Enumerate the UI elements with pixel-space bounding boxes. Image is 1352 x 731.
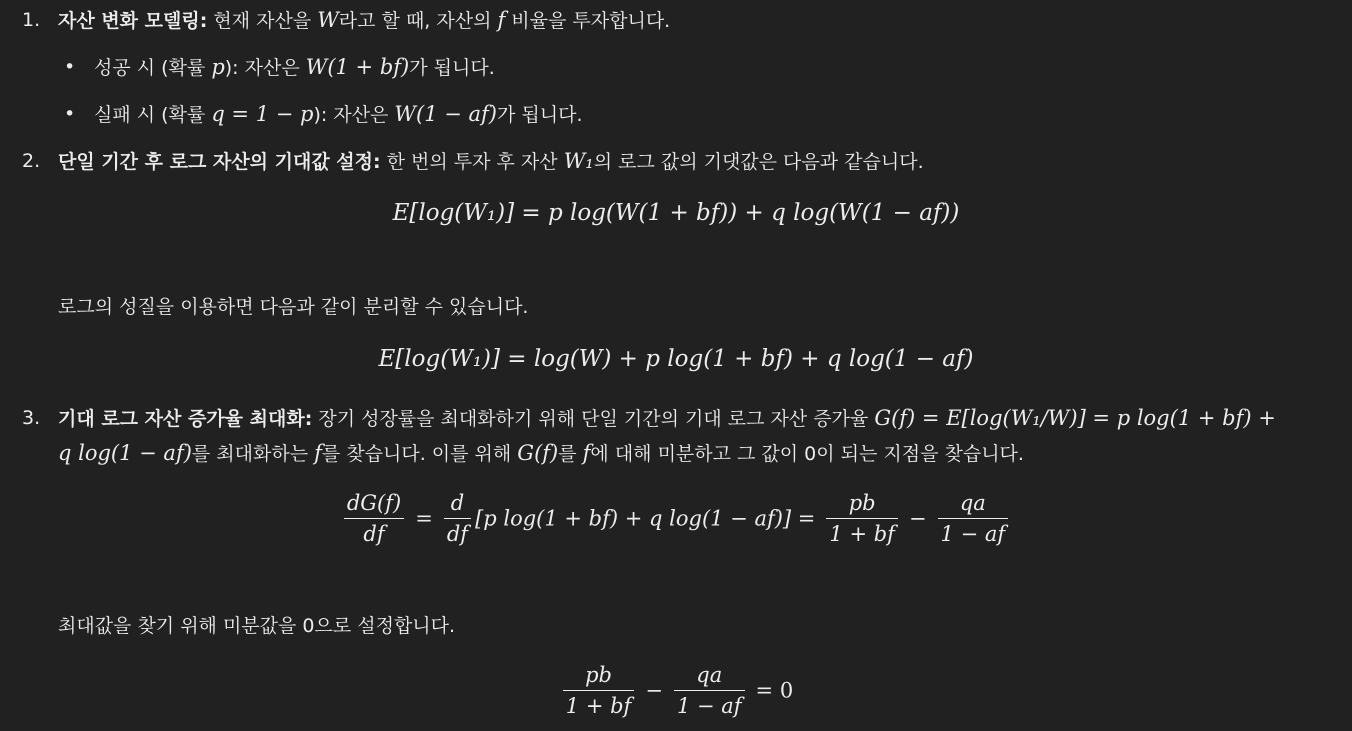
operator: − bbox=[645, 678, 663, 703]
equation-rhs: = 0 bbox=[755, 678, 794, 703]
fraction-numerator: pb bbox=[563, 660, 635, 691]
math-inline: W₁ bbox=[563, 149, 594, 173]
list-number: 3. bbox=[22, 407, 41, 429]
fraction-numerator: pb bbox=[826, 488, 898, 519]
math-inline: f bbox=[582, 441, 591, 465]
item-text: 를 찾습니다. 이를 위해 bbox=[321, 443, 518, 465]
math-inline: q log(1 − af) bbox=[58, 441, 192, 465]
item-text: 비율을 투자합니다. bbox=[505, 10, 671, 32]
fraction-lhs bbox=[344, 488, 404, 549]
bullet-text: 가 됩니다. bbox=[497, 104, 583, 126]
item-text: 현재 자산을 bbox=[207, 10, 318, 32]
list-number: 2. bbox=[22, 150, 41, 172]
bullet-failure bbox=[64, 97, 583, 132]
paragraph: 최대값을 찾기 위해 미분값을 0으로 설정합니다. bbox=[58, 615, 456, 637]
bullet-text: 성공 시 (확률 bbox=[94, 57, 212, 79]
equation-separated-log bbox=[0, 346, 1352, 372]
bullet-text: ): 자산은 bbox=[224, 57, 306, 79]
equation-text: E[log(W₁)] = p log(W(1 + bf)) + q log(W(1 − af)) bbox=[392, 200, 960, 226]
math-inline: f bbox=[497, 8, 506, 32]
fraction-denominator: df bbox=[363, 522, 385, 546]
equation-expected-log bbox=[0, 200, 1352, 226]
fraction-numerator: dG(f) bbox=[344, 488, 404, 519]
math-inline: p bbox=[211, 55, 225, 79]
bullet-text: ): 자산은 bbox=[313, 104, 395, 126]
fraction-denominator: 1 + bf bbox=[565, 694, 632, 718]
fraction-term1 bbox=[563, 660, 635, 721]
item-text: 한 번의 투자 후 자산 bbox=[380, 151, 564, 173]
math-inline: G(f) = E[log(W₁/W)] = p log(1 + bf) + bbox=[874, 406, 1276, 430]
fraction-term2 bbox=[674, 660, 745, 721]
item-text: 를 bbox=[558, 443, 583, 465]
item-text: 장기 성장률을 최대화하기 위해 단일 기간의 기대 로그 자산 증가율 bbox=[312, 408, 875, 430]
item-heading: 기대 로그 자산 증가율 최대화: bbox=[58, 408, 313, 430]
item-heading: 단일 기간 후 로그 자산의 기대값 설정: bbox=[58, 151, 381, 173]
item-text: 에 대해 미분하고 그 값이 0이 되는 지점을 찾습니다. bbox=[590, 443, 1024, 465]
bullet-success bbox=[64, 50, 495, 85]
fraction-denominator: 1 − af bbox=[940, 522, 1006, 546]
math-inline: q = 1 − p bbox=[211, 102, 314, 126]
equation-set-zero bbox=[0, 660, 1352, 721]
fraction-term1 bbox=[826, 488, 898, 549]
paragraph: 로그의 성질을 이용하면 다음과 같이 분리할 수 있습니다. bbox=[58, 296, 529, 318]
operator: − bbox=[908, 506, 927, 531]
fraction-term2 bbox=[938, 488, 1009, 549]
list-number: 1. bbox=[22, 9, 41, 31]
fraction-numerator: qa bbox=[938, 488, 1009, 519]
math-inline: W(1 − af) bbox=[394, 102, 497, 126]
equation-derivative: $\frac{dG(f)}{df}$ = $\frac{d}{df}$ [p log(1 + bf) + q log(1 − af)] = $\frac{pb}{1 + bf}$ − $\frac{qa}{1 - af}$ bbox=[0, 488, 1352, 549]
fraction-denominator: 1 − af bbox=[676, 694, 742, 718]
bullet-text: 실패 시 (확률 bbox=[94, 104, 212, 126]
fraction-denominator: df bbox=[446, 522, 469, 546]
equation-text: [p log(1 + bf) + q log(1 − af)] = bbox=[475, 506, 816, 531]
math-inline: W(1 + bf) bbox=[305, 55, 410, 79]
math-inline: W bbox=[317, 8, 339, 32]
fraction-numerator: qa bbox=[674, 660, 745, 691]
fraction-denominator: 1 + bf bbox=[829, 522, 895, 546]
fraction-numerator: d bbox=[444, 488, 471, 519]
item-text: 의 로그 값의 기댓값은 다음과 같습니다. bbox=[593, 151, 924, 173]
equation-text: E[log(W₁)] = log(W) + p log(1 + bf) + q log(1 − af) bbox=[378, 346, 974, 372]
item-heading: 자산 변화 모델링: bbox=[58, 10, 208, 32]
fraction-d-df bbox=[444, 488, 471, 549]
item-text: 라고 할 때, 자산의 bbox=[338, 10, 498, 32]
item-text: 를 최대화하는 bbox=[191, 443, 315, 465]
math-inline: f bbox=[314, 441, 322, 465]
math-inline: G(f) bbox=[517, 441, 559, 465]
bullet-text: 가 됩니다. bbox=[409, 57, 495, 79]
